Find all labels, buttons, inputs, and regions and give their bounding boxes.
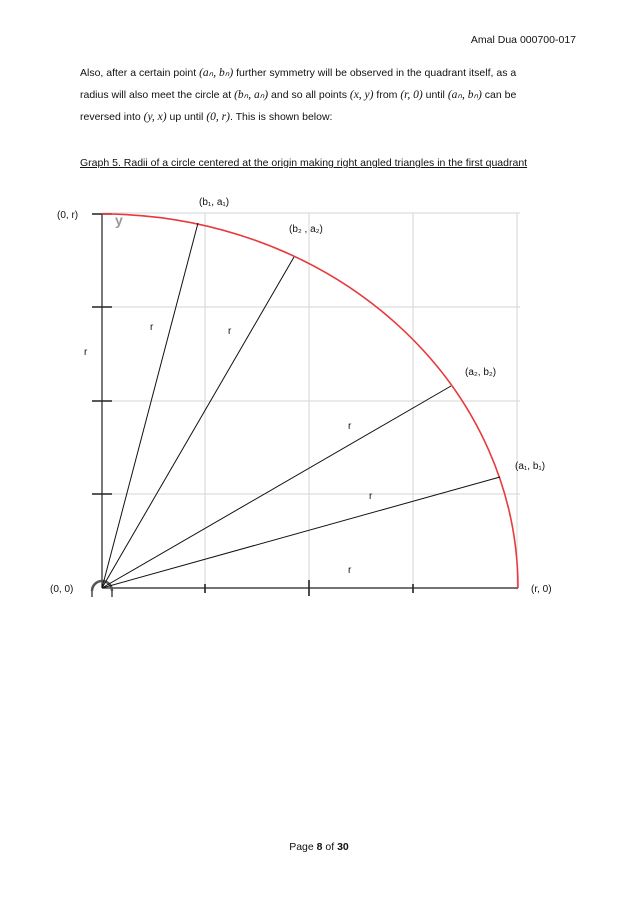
- footer-prefix: Page: [289, 841, 317, 853]
- math-point-bn-an: (bₙ, aₙ): [234, 89, 269, 101]
- y-axis-letter: y: [115, 212, 123, 228]
- axis-ticks: [92, 214, 413, 596]
- page-number: 8: [316, 841, 323, 853]
- text-segment: until: [422, 89, 448, 101]
- text-segment: up until: [166, 111, 207, 123]
- math-point-an-bn: (aₙ, bₙ): [447, 89, 482, 101]
- label-r-2: r: [228, 326, 232, 337]
- graph-caption: Graph 5. Radii of a circle centered at the origin making right angled triangles in the first quadrant: [80, 157, 528, 169]
- label-b1a1: (b₁, a₁): [199, 197, 230, 208]
- radius-a2b2: [102, 386, 451, 588]
- text-segment: can be: [481, 89, 517, 101]
- label-top: (0, r): [57, 210, 79, 221]
- page-total: 30: [337, 841, 349, 853]
- page-footer: [0, 841, 638, 853]
- math-point-x-y: (x, y): [349, 89, 374, 101]
- text-segment: Also, after a certain point: [80, 67, 200, 79]
- radii: [102, 223, 500, 588]
- label-r-axis: r: [84, 347, 88, 358]
- label-a2b2: (a₂, b₂): [465, 367, 497, 378]
- grid: [102, 213, 520, 590]
- text-segment: from: [373, 89, 401, 101]
- math-point-y-x: (y, x): [143, 111, 167, 123]
- label-a1b1: (a₁, b₁): [515, 461, 546, 472]
- label-r-5: r: [348, 565, 352, 576]
- label-r-3: r: [348, 421, 352, 432]
- label-r-1: r: [150, 322, 154, 333]
- math-point-r-0: (r, 0): [400, 89, 423, 101]
- text-segment: and so all points: [268, 89, 350, 101]
- header-author-id: Amal Dua 000700-017: [470, 34, 576, 46]
- label-right: (r, 0): [531, 584, 552, 595]
- label-b2a2: (b₂ , a₂): [289, 224, 323, 235]
- label-origin: (0, 0): [50, 584, 74, 595]
- footer-of: of: [322, 841, 338, 853]
- text-segment: further symmetry will be observed in the quadrant itself, as a: [233, 67, 517, 79]
- radius-b1a1: [102, 223, 198, 588]
- math-point-0-r: (0, r): [206, 111, 230, 123]
- text-segment: reversed into: [80, 111, 144, 123]
- text-segment: radius will also meet the circle at: [80, 89, 235, 101]
- label-r-4: r: [369, 491, 373, 502]
- math-point-an-bn: (aₙ, bₙ): [199, 67, 234, 79]
- text-segment: . This is shown below:: [229, 111, 333, 123]
